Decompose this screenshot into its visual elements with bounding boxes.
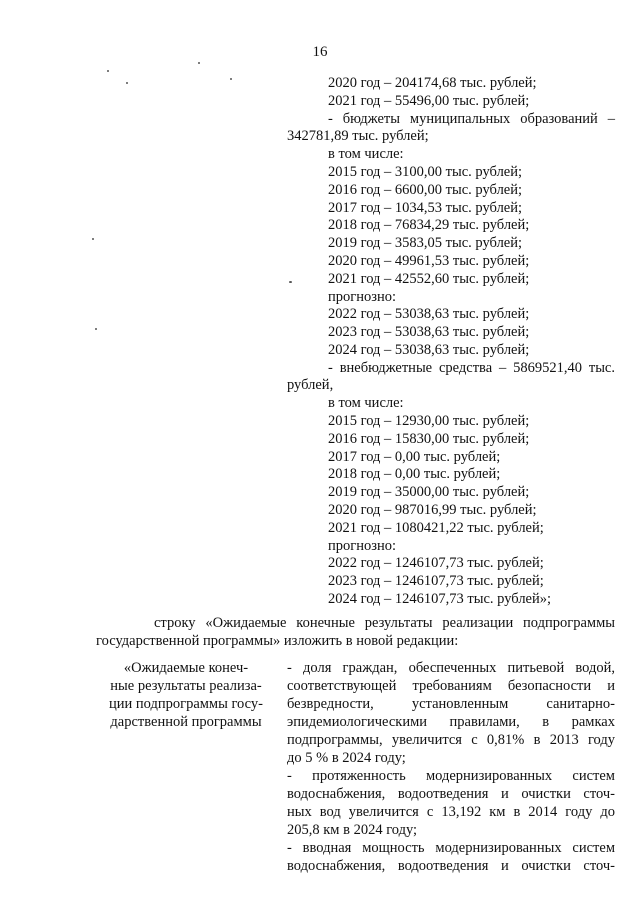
municipal-forecast-line: 2024 год – 53038,63 тыс. рублей; <box>328 342 530 358</box>
extrabudget-year-line: 2018 год – 0,00 тыс. рублей; <box>328 466 501 482</box>
municipal-including: в том числе: <box>328 146 404 162</box>
scan-speck <box>289 281 292 283</box>
municipal-total: 342781,89 тыс. рублей; <box>287 128 429 144</box>
table-left-line: дарственной программы <box>110 714 262 730</box>
municipal-year-line: 2021 год – 42552,60 тыс. рублей; <box>328 271 530 287</box>
extrabudget-forecast-line: 2023 год – 1246107,73 тыс. рублей; <box>328 573 544 589</box>
municipal-year-line: 2019 год – 3583,05 тыс. рублей; <box>328 235 523 251</box>
municipal-year-line: 2020 год – 49961,53 тыс. рублей; <box>328 253 530 269</box>
municipal-forecast-label: прогнозно: <box>328 289 396 305</box>
funding-line: 2021 год – 55496,00 тыс. рублей; <box>328 93 530 109</box>
municipal-year-line: 2017 год – 1034,53 тыс. рублей; <box>328 200 523 216</box>
extrabudget-including: в том числе: <box>328 395 404 411</box>
table-left-line: ции подпрограммы госу- <box>108 696 263 712</box>
extrabudget-heading: - внебюджетные средства – 5869521,40 тыс. <box>328 360 615 376</box>
scan-speck <box>92 238 94 240</box>
table-right-line: соответствующей требованиям безопасности и <box>287 678 615 694</box>
extrabudget-year-line: 2020 год – 987016,99 тыс. рублей; <box>328 502 537 518</box>
extrabudget-year-line: 2021 год – 1080421,22 тыс. рублей; <box>328 520 544 536</box>
extrabudget-total-cont: рублей, <box>287 377 334 393</box>
table-right-line: безвредности, установленным санитарно- <box>287 696 615 712</box>
extrabudget-forecast-line: 2022 год – 1246107,73 тыс. рублей; <box>328 555 544 571</box>
table-left-line: ные результаты реализа- <box>110 678 262 694</box>
municipal-forecast-line: 2023 год – 53038,63 тыс. рублей; <box>328 324 530 340</box>
scan-speck <box>95 328 97 330</box>
scan-speck <box>107 70 109 72</box>
table-right-line: до 5 % в 2024 году; <box>287 750 406 766</box>
extrabudget-year-line: 2016 год – 15830,00 тыс. рублей; <box>328 431 530 447</box>
table-right-line: водоснабжения, водоотведения и очистки сточ- <box>287 858 615 874</box>
table-right-line: - вводная мощность модернизированных систем <box>287 840 615 856</box>
municipal-year-line: 2018 год – 76834,29 тыс. рублей; <box>328 217 530 233</box>
table-right-line: - доля граждан, обеспеченных питьевой водой, <box>287 660 615 676</box>
scan-speck <box>230 78 232 80</box>
municipal-forecast-line: 2022 год – 53038,63 тыс. рублей; <box>328 306 530 322</box>
extrabudget-year-line: 2017 год – 0,00 тыс. рублей; <box>328 449 501 465</box>
table-right-line: водоснабжения, водоотведения и очистки сточ- <box>287 786 615 802</box>
scan-speck <box>198 62 200 64</box>
funding-line: 2020 год – 204174,68 тыс. рублей; <box>328 75 537 91</box>
instruction-line: государственной программы» изложить в новой редакции: <box>96 633 459 649</box>
page-number: 16 <box>312 44 328 60</box>
table-right-line: 205,8 км в 2024 году; <box>287 822 418 838</box>
table-right-line: подпрограммы, увеличится с 0,81% в 2013 году <box>287 732 615 748</box>
table-right-line: - протяженность модернизированных систем <box>287 768 615 784</box>
scan-speck <box>126 82 128 84</box>
table-right-line: ных вод увеличится с 13,192 км в 2014 году до <box>287 804 615 820</box>
municipal-heading: - бюджеты муниципальных образований – <box>328 111 615 127</box>
extrabudget-forecast-line: 2024 год – 1246107,73 тыс. рублей»; <box>328 591 552 607</box>
table-left-line: «Ожидаемые конеч- <box>123 660 249 676</box>
instruction-line: строку «Ожидаемые конечные результаты реализации подпрограммы <box>154 615 615 631</box>
extrabudget-forecast-label: прогнозно: <box>328 538 396 554</box>
table-right-line: эпидемиологическими правилами, в рамках <box>287 714 615 730</box>
municipal-year-line: 2016 год – 6600,00 тыс. рублей; <box>328 182 523 198</box>
extrabudget-year-line: 2019 год – 35000,00 тыс. рублей; <box>328 484 530 500</box>
municipal-year-line: 2015 год – 3100,00 тыс. рублей; <box>328 164 523 180</box>
extrabudget-year-line: 2015 год – 12930,00 тыс. рублей; <box>328 413 530 429</box>
